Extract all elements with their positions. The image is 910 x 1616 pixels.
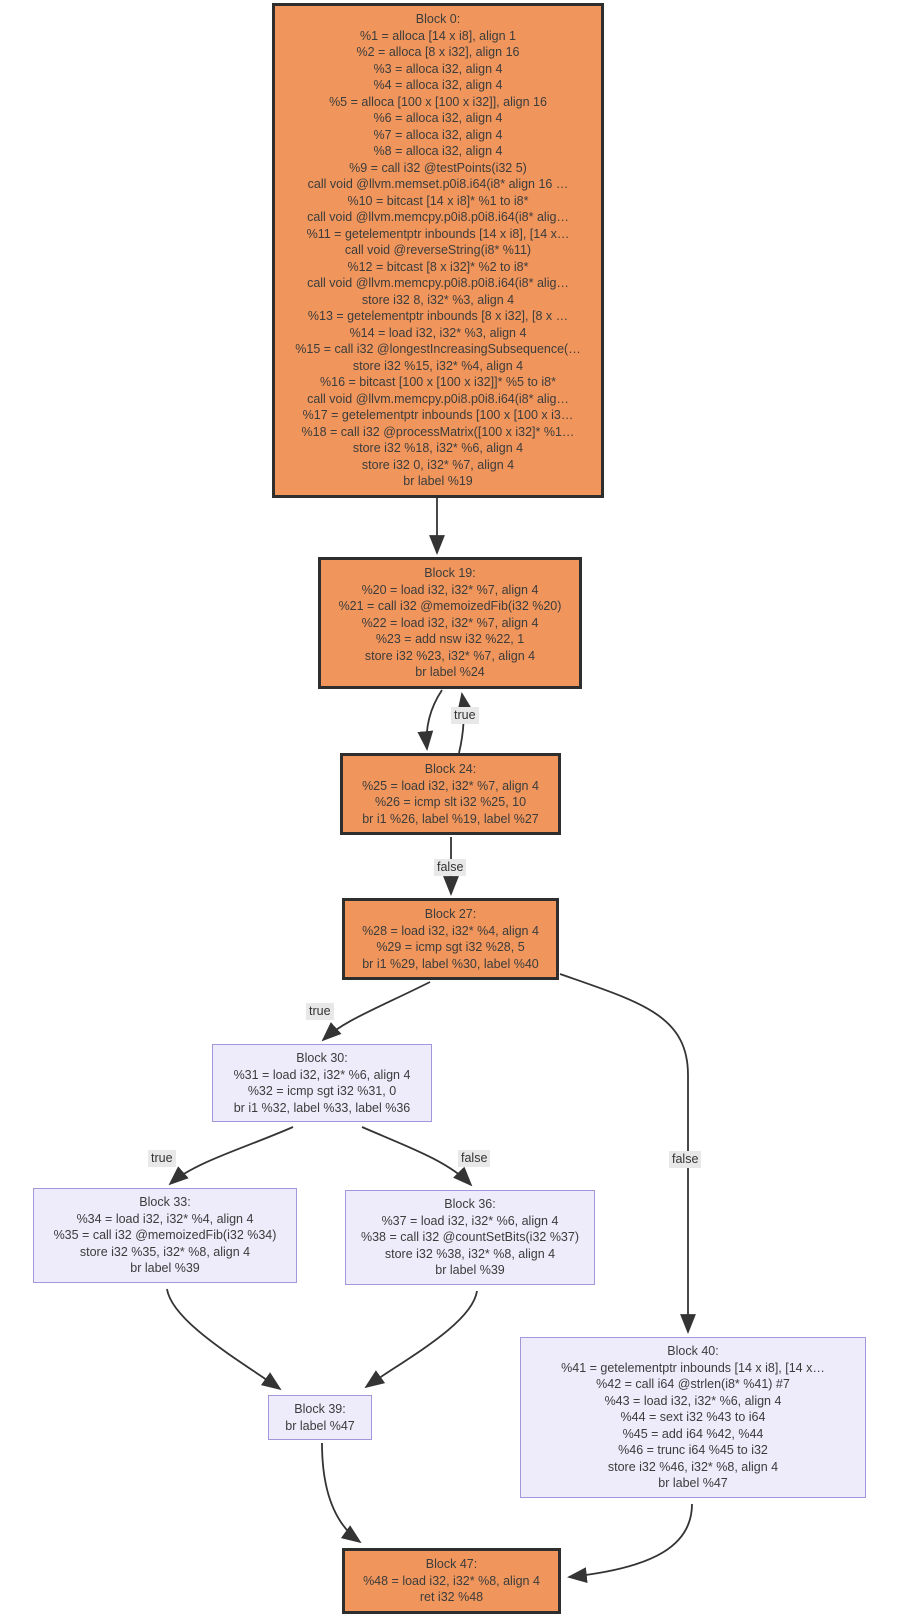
- ir-line: %29 = icmp sgt i32 %28, 5: [376, 940, 525, 954]
- ir-line: %37 = load i32, i32* %6, align 4: [381, 1213, 559, 1228]
- ir-line: store i32 8, i32* %3, align 4: [361, 292, 515, 307]
- ir-line: %38 = call i32 @countSetBits(i32 %37): [360, 1230, 579, 1244]
- ir-line: %10 = bitcast [14 x i8]* %1 to i8*: [347, 193, 529, 208]
- block-39-node: [268, 1395, 372, 1440]
- ir-line: %46 = trunc i64 %45 to i32: [618, 1443, 768, 1457]
- ir-line: %1 = alloca [14 x i8], align 1: [360, 28, 516, 43]
- block-30-title: Block 30:: [296, 1051, 348, 1065]
- ir-line: %22 = load i32, i32* %7, align 4: [361, 615, 539, 630]
- edge-30-36: [362, 1127, 471, 1185]
- block-24-lines: [347, 778, 554, 828]
- ir-line: %8 = alloca i32, align 4: [373, 144, 503, 158]
- ir-line: %31 = load i32, i32* %6, align 4: [233, 1067, 411, 1082]
- edge-40-47: [569, 1504, 692, 1577]
- block-47-lines: [349, 1573, 554, 1606]
- ir-line: %6 = alloca i32, align 4: [373, 111, 503, 125]
- edge-label-false-24-27: false: [434, 859, 466, 876]
- ir-line: %41 = getelementptr inbounds [14 x i8], [14 x…: [561, 1360, 825, 1375]
- ir-line: ret i32 %48: [419, 1590, 484, 1604]
- block-47-title: Block 47:: [425, 1557, 478, 1571]
- block-19-node: [318, 557, 582, 689]
- ir-line: %14 = load i32, i32* %3, align 4: [349, 325, 527, 340]
- ir-line: %7 = alloca i32, align 4: [373, 127, 503, 142]
- edge-label-true-30-33: true: [148, 1150, 176, 1167]
- ir-line: %2 = alloca [8 x i32], align 16: [356, 45, 520, 59]
- edge-30-33: [170, 1127, 293, 1184]
- ir-line: store i32 %15, i32* %4, align 4: [352, 358, 524, 373]
- ir-line: %28 = load i32, i32* %4, align 4: [362, 923, 539, 938]
- ir-line: br label %24: [415, 665, 485, 679]
- ir-line: br label %47: [285, 1418, 355, 1433]
- block-40-title: Block 40:: [667, 1344, 719, 1358]
- ir-line: %3 = alloca i32, align 4: [373, 61, 503, 76]
- block-19-lines: [325, 582, 575, 681]
- ir-line: %13 = getelementptr inbounds [8 x i32], [8 x …: [307, 309, 569, 323]
- ir-line: %42 = call i64 @strlen(i8* %41) #7: [596, 1377, 790, 1391]
- block-36-node: [345, 1190, 595, 1285]
- block-0-title: Block 0:: [415, 12, 461, 26]
- block-36-lines: [350, 1213, 590, 1279]
- ir-line: call void @llvm.memcpy.p0i8.p0i8.i64(i8* alig…: [307, 210, 569, 224]
- ir-line: store i32 0, i32* %7, align 4: [361, 457, 515, 472]
- ir-line: %12 = bitcast [8 x i32]* %2 to i8*: [347, 259, 529, 274]
- block-30-lines: [217, 1067, 427, 1117]
- ir-line: br label %39: [435, 1263, 505, 1277]
- ir-line: br i1 %29, label %30, label %40: [362, 956, 539, 971]
- block-24-node: [340, 753, 561, 835]
- ir-line: %45 = add i64 %42, %44: [622, 1426, 764, 1441]
- ir-line: call void @llvm.memset.p0i8.i64(i8* align 16 …: [307, 177, 569, 191]
- block-27-title: Block 27:: [424, 907, 477, 921]
- ir-line: %11 = getelementptr inbounds [14 x i8], [14 x…: [306, 226, 570, 241]
- block-27-lines: [349, 923, 552, 973]
- block-39-title: Block 39:: [294, 1402, 346, 1416]
- ir-line: %9 = call i32 @testPoints(i32 5): [349, 160, 527, 175]
- ir-line: %17 = getelementptr inbounds [100 x [100 x i3…: [302, 408, 574, 422]
- block-0-lines: [279, 28, 597, 490]
- block-33-title: Block 33:: [139, 1195, 191, 1209]
- ir-line: %25 = load i32, i32* %7, align 4: [362, 778, 539, 793]
- ir-line: %35 = call i32 @memoizedFib(i32 %34): [53, 1228, 277, 1242]
- ir-line: %44 = sext i32 %43 to i64: [620, 1410, 766, 1424]
- ir-line: %48 = load i32, i32* %8, align 4: [363, 1573, 540, 1588]
- block-0-node: [272, 3, 604, 498]
- ir-line: br label %39: [130, 1261, 200, 1275]
- block-36-title: Block 36:: [444, 1197, 496, 1211]
- ir-line: %23 = add nsw i32 %22, 1: [375, 632, 525, 646]
- ir-line: store i32 %23, i32* %7, align 4: [364, 648, 536, 663]
- edge-label-false-27-40: false: [669, 1151, 701, 1168]
- block-39-lines: [273, 1418, 367, 1435]
- ir-line: %18 = call i32 @processMatrix([100 x i32]* %1…: [301, 424, 575, 439]
- block-33-node: [33, 1188, 297, 1283]
- ir-line: %4 = alloca i32, align 4: [373, 78, 503, 92]
- ir-line: %43 = load i32, i32* %6, align 4: [604, 1393, 782, 1408]
- edge-label-false-30-36: false: [458, 1150, 490, 1167]
- ir-line: store i32 %18, i32* %6, align 4: [352, 441, 524, 455]
- block-24-title: Block 24:: [424, 762, 477, 776]
- edge-label-true-24-19: true: [451, 707, 479, 724]
- ir-line: %16 = bitcast [100 x [100 x i32]]* %5 to i8*: [320, 375, 556, 389]
- block-19-title: Block 19:: [424, 566, 476, 580]
- edge-27-30: [323, 982, 430, 1040]
- block-40-node: [520, 1337, 866, 1498]
- ir-line: br label %19: [403, 474, 473, 488]
- block-40-lines: [525, 1360, 861, 1492]
- ir-line: %26 = icmp slt i32 %25, 10: [374, 795, 527, 809]
- ir-line: store i32 %46, i32* %8, align 4: [607, 1459, 779, 1474]
- ir-line: %20 = load i32, i32* %7, align 4: [361, 582, 539, 597]
- ir-line: %21 = call i32 @memoizedFib(i32 %20): [338, 599, 562, 613]
- ir-line: %5 = alloca [100 x [100 x i32]], align 16: [329, 94, 547, 109]
- edge-36-39: [366, 1291, 477, 1387]
- edge-39-47: [322, 1443, 360, 1542]
- ir-line: %32 = icmp sgt i32 %31, 0: [247, 1084, 397, 1098]
- ir-line: store i32 %38, i32* %8, align 4: [384, 1246, 556, 1261]
- block-33-lines: [38, 1211, 292, 1277]
- ir-line: store i32 %35, i32* %8, align 4: [79, 1244, 251, 1259]
- edge-19-24: [427, 690, 442, 749]
- ir-line: %34 = load i32, i32* %4, align 4: [76, 1211, 254, 1226]
- ir-line: call void @reverseString(i8* %11): [344, 243, 532, 257]
- ir-line: br label %47: [658, 1476, 728, 1490]
- ir-line: br i1 %26, label %19, label %27: [362, 811, 539, 826]
- ir-line: call void @llvm.memcpy.p0i8.p0i8.i64(i8* alig…: [307, 391, 569, 406]
- block-30-node: [212, 1044, 432, 1122]
- ir-line: br i1 %32, label %33, label %36: [233, 1100, 411, 1115]
- ir-line: call void @llvm.memcpy.p0i8.p0i8.i64(i8* alig…: [307, 276, 569, 290]
- edge-33-39: [167, 1289, 280, 1389]
- ir-line: %15 = call i32 @longestIncreasingSubsequence(…: [295, 342, 581, 356]
- block-27-node: [342, 898, 559, 980]
- edge-label-true-27-30: true: [306, 1003, 334, 1020]
- block-47-node: [342, 1548, 561, 1614]
